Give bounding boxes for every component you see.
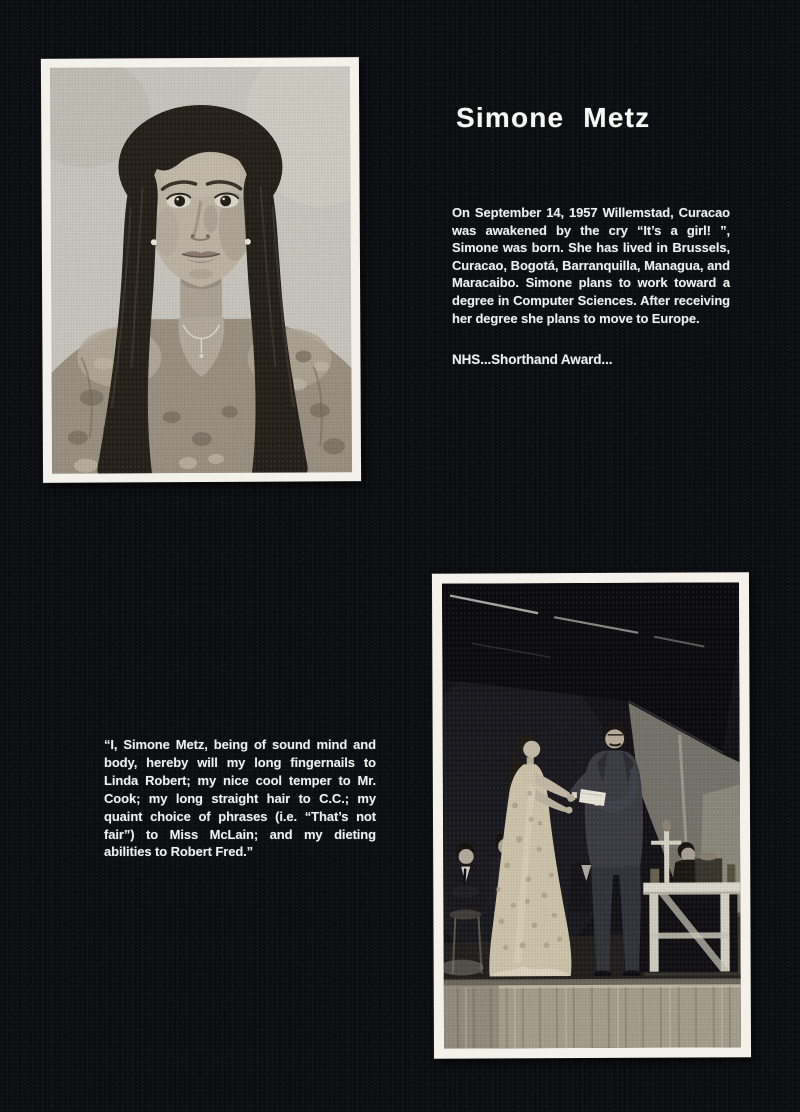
student-honors: NHS...Shorthand Award... xyxy=(452,352,613,367)
ceremony-illustration xyxy=(442,582,741,1048)
student-name: Simone Metz xyxy=(456,102,651,133)
earring-left xyxy=(151,239,157,245)
student-bio: On September 14, 1957 Willemstad, Curacao was awakened by the cry “It’s a girl! ”, Simone was born. She has lived in Brussels, Curacao, Bogotá, Barranquilla, Managua, and Maracaibo. Simone plans to work toward a degree in Computer Sciences. After receiving her degree she plans to move to Europe. xyxy=(452,205,730,326)
stage-front xyxy=(444,975,741,1048)
earring-right xyxy=(245,239,251,245)
student-will: “I, Simone Metz, being of sound mind and body, hereby will my long fingernails to Linda Robert; my nice cool temper to Mr. Cook; my long straight hair to C.C.; my quaint choice of phrases (i.e. “That’s not fair”) to Miss McLain; and my dieting abilities to Robert Fred.” xyxy=(104,737,376,860)
portrait-illustration xyxy=(50,66,352,474)
ceremony-photo xyxy=(432,572,751,1058)
portrait-photo xyxy=(41,57,361,483)
